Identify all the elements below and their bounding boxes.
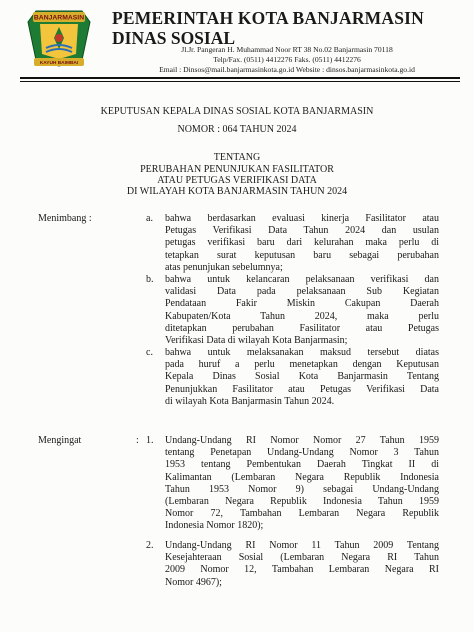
letterhead-contact: Email : Dinsos@mail.banjarmasinkota.go.id Website : dinsos.banjarmasinkota.go.id — [159, 65, 415, 74]
menimbang-item-c — [165, 347, 439, 408]
menimbang-item-letter: c. — [146, 347, 153, 358]
letterhead-address: Jl.Jr. Pangeran H. Muhammad Noor RT 38 No.02 Banjarmasin 70118 — [181, 45, 393, 54]
decree-subject-line: DI WILAYAH KOTA BANJARMASIN TAHUN 2024 — [126, 186, 348, 197]
mengingat-colon: : — [136, 435, 139, 446]
decree-number: NOMOR : 064 TAHUN 2024 — [177, 124, 297, 135]
svg-text:KAYUH BAIMBAI: KAYUH BAIMBAI — [39, 61, 79, 66]
menimbang-item-a — [165, 213, 439, 274]
menimbang-item-letter: b. — [146, 274, 154, 285]
decree-about-label: TENTANG — [213, 152, 261, 163]
mengingat-item-1 — [165, 435, 439, 533]
letterhead-rule-thick — [20, 77, 460, 79]
text-line: Nomor 72, Tambahan Lembaran Negara Republik — [165, 508, 439, 520]
svg-text:BANJARMASIN: BANJARMASIN — [33, 14, 85, 22]
decree-heading: KEPUTUSAN KEPALA DINAS SOSIAL KOTA BANJARMASIN — [100, 106, 374, 117]
text-line: Indonesia Nomor 1820); — [165, 520, 264, 532]
decree-subject-line: ATAU PETUGAS VERIFIKASI DATA — [157, 175, 317, 186]
text-line: validasi Data pada pelaksanaan Sub Kegiatan — [165, 286, 439, 298]
text-line: tentang Penetapan Undang-Undang Nomor 3 Tahun — [165, 447, 439, 459]
text-line: Pendataan Fakir Miskin Cakupan Daerah — [165, 298, 439, 310]
text-line: Kesejahteraan Sosial (Lembaran Negara RI Tahun — [165, 552, 439, 564]
text-line: bahwa untuk kelancaran pelaksanaan verifikasi dan — [165, 274, 439, 285]
letterhead-subtitle: DINAS SOSIAL — [112, 28, 236, 48]
text-line: ditetapkan perubahan Fasilitator atau Petugas — [165, 322, 439, 334]
text-line: Penunjukkan Fasilitator atau Petugas Verifikasi Data — [165, 383, 439, 395]
text-line: Undang-Undang RI Nomor 11 Tahun 2009 Tentang — [165, 540, 439, 551]
text-line: tetapkan surat keputusan baru sebagai perubahan — [165, 249, 439, 261]
mengingat-item-number: 1. — [146, 435, 154, 446]
mengingat-item-number: 2. — [146, 540, 154, 551]
menimbang-item-b — [165, 274, 439, 347]
text-line: Tahun 1953 Nomor 9) sebagai Undang-Undang — [165, 483, 439, 495]
text-line: petugas verifikasi baru dari kelurahan maka perlu di — [165, 237, 439, 249]
text-line: (Lembaran Negara Republik Indonesia Tahun 1959 — [165, 495, 439, 507]
text-line: Kabupaten/Kota Tahun 2024, maka perlu — [165, 310, 439, 322]
text-line: Kepala Dinas Sosial Kota Banjarmasin Tentang — [165, 371, 439, 383]
text-line: Nomor 4967); — [165, 576, 222, 588]
letterhead-title: PEMERINTAH KOTA BANJARMASIN — [112, 8, 424, 28]
text-line: di wilayah Kota Banjarmasin Tahun 2024. — [165, 395, 335, 407]
text-line: Kalimantan (Lembaran Negara Republik Indonesia — [165, 471, 439, 483]
text-line: atas penunjukan sebelumnya; — [165, 261, 283, 273]
text-line: bahwa untuk melaksanakan maksud tersebut diatas — [165, 347, 439, 358]
letterhead-rule-thin — [20, 81, 460, 82]
mengingat-label: Mengingat — [38, 435, 82, 446]
text-line: 1953 tentang Pembentukan Daerah Tingkat II di — [165, 459, 439, 471]
text-line: bahwa berdasarkan evaluasi kinerja Fasilitator atau — [165, 213, 439, 224]
mengingat-item-2 — [165, 540, 439, 589]
menimbang-label: Menimbang : — [38, 213, 92, 224]
text-line: Undang-Undang RI Nomor Nomor 27 Tahun 1959 — [165, 435, 439, 446]
decree-subject-line: PERUBAHAN PENUNJUKAN FASILITATOR — [140, 164, 334, 175]
city-emblem-logo — [20, 8, 98, 68]
letterhead-phone: Telp/Fax. (0511) 4412276 Faks. (0511) 4412276 — [213, 55, 361, 64]
menimbang-item-letter: a. — [146, 213, 153, 224]
text-line: Verifikasi Data di wilayah Kota Banjarmasin; — [165, 334, 348, 346]
text-line: 2009 Nomor 12, Tambahan Lembaran Negara RI — [165, 564, 439, 576]
text-line: pada huruf a perlu menetapkan dengan Keputusan — [165, 359, 439, 371]
text-line: Petugas Verifikasi Data Tahun 2024 dan usulan — [165, 225, 439, 237]
